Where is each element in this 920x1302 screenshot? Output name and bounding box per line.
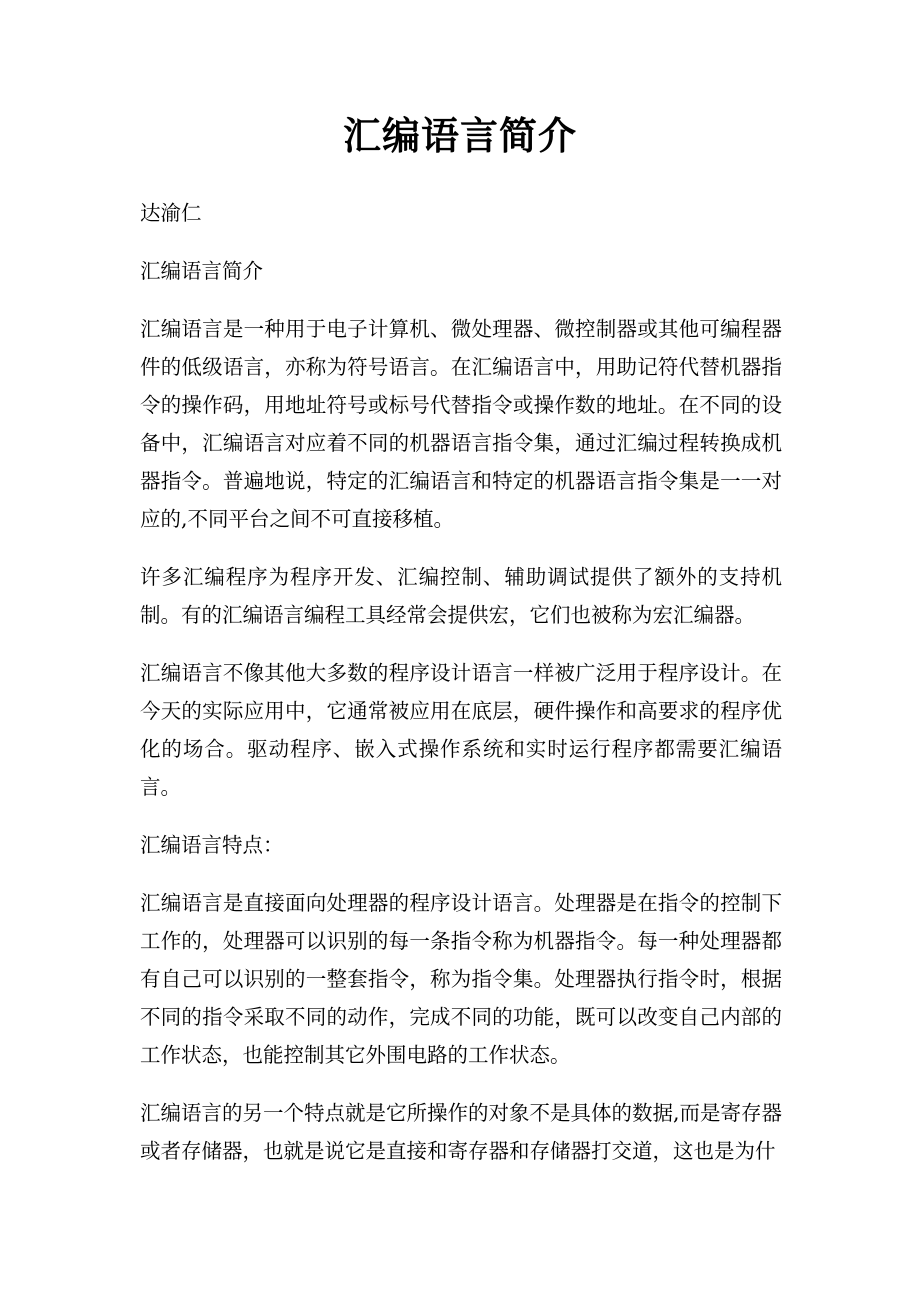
section-heading-intro: 汇编语言简介 bbox=[140, 259, 263, 283]
paragraph-definition: 汇编语言是一种用于电子计算机、微处理器、微控制器或其他可编程器件的低级语言，亦称为符号语言。在汇编语言中，用助记符代替机器指令的操作码，用地址符号或标号代替指令或操作数的地址。在不同的设备中，汇编语言对应着不同的机器语言指令集，通过汇编过程转换成机器指令。普遍地说，特定的汇编语言和特定的机器语言指令集是一一对应的,不同平台之间不可直接移植。 bbox=[140, 317, 782, 531]
paragraph-processor: 汇编语言是直接面向处理器的程序设计语言。处理器是在指令的控制下工作的，处理器可以识别的每一条指令称为机器指令。每一种处理器都有自己可以识别的一整套指令，称为指令集。处理器执行指令时，根据不同的指令采取不同的动作，完成不同的功能，既可以改变自己内部的工作状态，也能控制其它外围电路的工作状态。 bbox=[140, 891, 782, 1067]
author-line: 达渝仁 bbox=[140, 201, 202, 225]
paragraph-registers: 汇编语言的另一个特点就是它所操作的对象不是具体的数据,而是寄存器或者存储器，也就是说它是直接和寄存器和存储器打交道，这也是为什 bbox=[140, 1101, 783, 1163]
document-body bbox=[140, 194, 782, 1190]
section-heading-features: 汇编语言特点： bbox=[140, 833, 284, 857]
document-title: 汇编语言简介 bbox=[342, 113, 577, 158]
paragraph-macros: 许多汇编程序为程序开发、汇编控制、辅助调试提供了额外的支持机制。有的汇编语言编程工具经常会提供宏，它们也被称为宏汇编器。 bbox=[140, 565, 782, 627]
paragraph-usage: 汇编语言不像其他大多数的程序设计语言一样被广泛用于程序设计。在今天的实际应用中，它通常被应用在底层，硬件操作和高要求的程序优化的场合。驱动程序、嵌入式操作系统和实时运行程序都需要汇编语言。 bbox=[140, 661, 782, 799]
